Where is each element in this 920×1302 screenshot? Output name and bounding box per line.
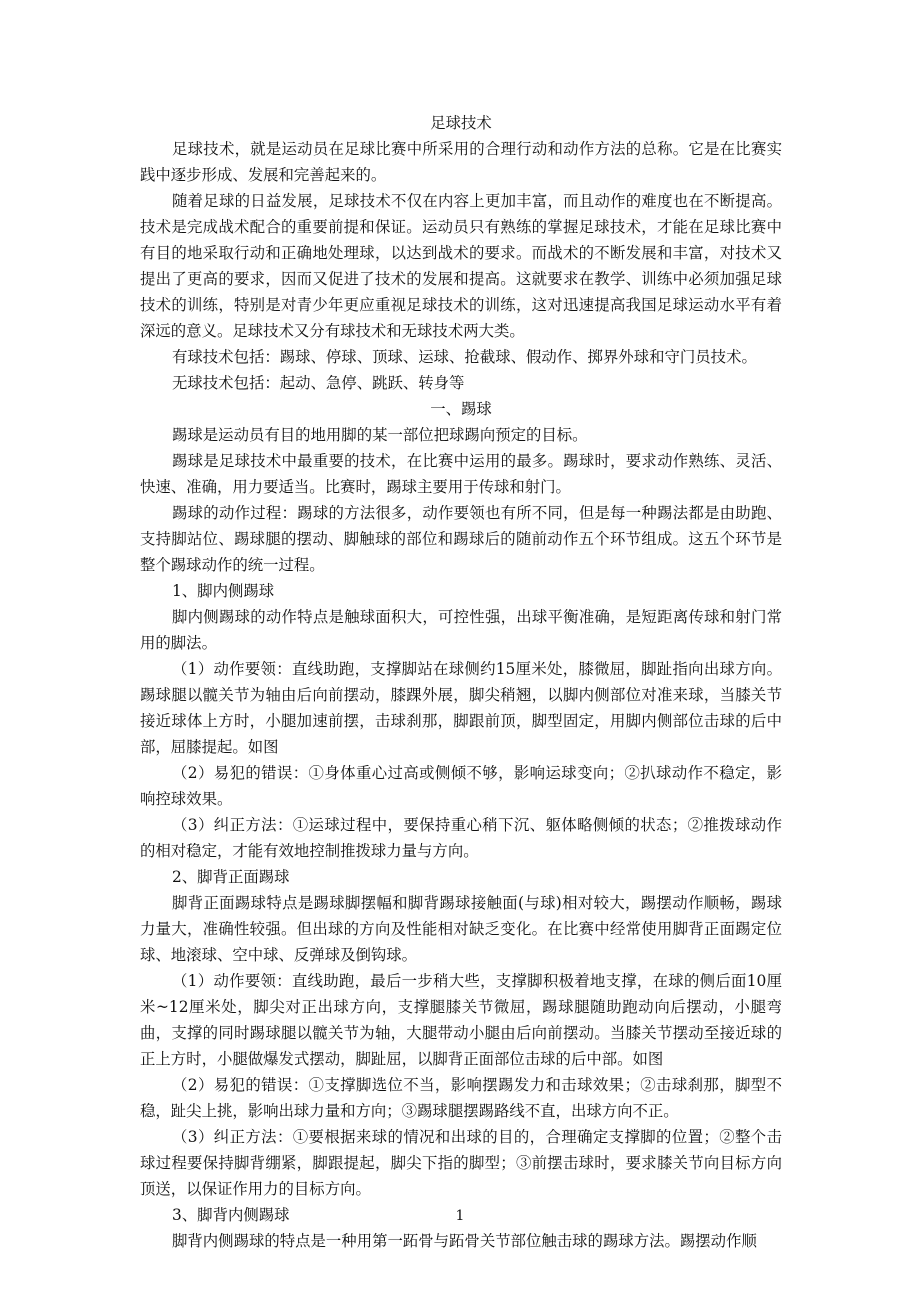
kicking-paragraph-1: 踢球是运动员有目的地用脚的某一部位把球踢向预定的目标。 [172, 426, 588, 444]
instep-paragraph-4: （3）纠正方法：①要根据来球的情况和出球的目的，合理确定支撑脚的位置；②整个击球过程要保持脚背绷紧，脚跟提起，脚尖下指的脚型；③前摆击球时，要求膝关节向目标方向顶送，以保证作用力的目标方向。 [140, 1128, 782, 1198]
subsection-heading-inside-instep: 3、脚背内侧踢球 [172, 1206, 290, 1224]
inside-foot-paragraph-1: 脚内侧踢球的动作特点是触球面积大，可控性强，出球平衡准确，是短距离传球和射门常用的脚法。 [140, 608, 782, 652]
instep-paragraph-1: 脚背正面踢球特点是踢球脚摆幅和脚背踢球接触面(与球)相对较大，踢摆动作顺畅，踢球力量大，准确性较强。但出球的方向及性能相对缺乏变化。在比赛中经常使用脚背正面踢定位球、地滚球、空中球、反弹球及倒钩球。 [140, 894, 782, 964]
kicking-paragraph-3: 踢球的动作过程：踢球的方法很多，动作要领也有所不同，但是每一种踢法都是由助跑、支持脚站位、踢球腿的摆动、脚触球的部位和踢球后的随前动作五个环节组成。这五个环节是整个踢球动作的统一过程。 [140, 504, 782, 574]
instep-paragraph-3: （2）易犯的错误：①支撑脚选位不当，影响摆踢发力和击球效果；②击球刹那，脚型不稳，趾尖上挑，影响出球力量和方向；③踢球腿摆踢路线不直，出球方向不正。 [140, 1076, 782, 1120]
subsection-heading-instep: 2、脚背正面踢球 [172, 868, 290, 886]
ball-techniques-paragraph: 有球技术包括：踢球、停球、顶球、运球、抢截球、假动作、掷界外球和守门员技术。 [172, 348, 757, 366]
document-page [140, 110, 782, 1254]
intro-paragraph-2: 随着足球的日益发展，足球技术不仅在内容上更加丰富，而且动作的难度也在不断提高。技术是完成战术配合的重要前提和保证。运动员只有熟练的掌握足球技术，才能在足球比赛中有目的地采取行动和正确地处理球，以达到战术的要求。而战术的不断发展和丰富，对技术又提出了更高的要求，因而又促进了技术的发展和提高。这就要求在教学、训练中必须加强足球技术的训练，特别是对青少年更应重视足球技术的训练，这对迅速提高我国足球运动水平有着深远的意义。足球技术又分有球技术和无球技术两大类。 [140, 192, 782, 340]
section-heading-kicking: 一、踢球 [430, 400, 492, 418]
intro-paragraph-1: 足球技术，就是运动员在足球比赛中所采用的合理行动和动作方法的总称。它是在比赛实践中逐步形成、发展和完善起来的。 [140, 140, 782, 184]
document-title: 足球技术 [430, 114, 492, 132]
subsection-heading-inside-foot: 1、脚内侧踢球 [172, 582, 275, 600]
instep-paragraph-2: （1）动作要领：直线助跑，最后一步稍大些，支撑脚积极着地支撑，在球的侧后面10厘米~12厘米处，脚尖对正出球方向，支撑腿膝关节微屈，踢球腿随助跑动向后摆动，小腿弯曲，支撑的同时踢球腿以髋关节为轴，大腿带动小腿由后向前摆动。当膝关节摆动至接近球的正上方时，小腿做爆发式摆动，脚趾屈，以脚背正面部位击球的后中部。如图 [140, 972, 782, 1068]
kicking-paragraph-2: 踢球是足球技术中最重要的技术，在比赛中运用的最多。踢球时，要求动作熟练、灵活、快速、准确，用力要适当。比赛时，踢球主要用于传球和射门。 [140, 452, 782, 496]
non-ball-techniques-paragraph: 无球技术包括：起动、急停、跳跃、转身等 [172, 374, 465, 392]
inside-foot-paragraph-2: （1）动作要领：直线助跑，支撑脚站在球侧约15厘米处，膝微屈，脚趾指向出球方向。踢球腿以髋关节为轴由后向前摆动，膝踝外展，脚尖稍翘，以脚内侧部位对准来球，当膝关节接近球体上方时，小腿加速前摆，击球刹那，脚跟前顶，脚型固定，用脚内侧部位击球的后中部，屈膝提起。如图 [140, 660, 782, 756]
inside-instep-paragraph-1: 脚背内侧踢球的特点是一种用第一跖骨与跖骨关节部位触击球的踢球方法。踢摆动作顺 [172, 1232, 757, 1250]
inside-foot-paragraph-3: （2）易犯的错误：①身体重心过高或侧倾不够，影响运球变向；②扒球动作不稳定，影响控球效果。 [140, 764, 782, 808]
inside-foot-paragraph-4: （3）纠正方法：①运球过程中，要保持重心稍下沉、躯体略侧倾的状态；②推拨球动作的相对稳定，才能有效地控制推拨球力量与方向。 [140, 816, 782, 860]
page-number: 1 [455, 1208, 465, 1224]
